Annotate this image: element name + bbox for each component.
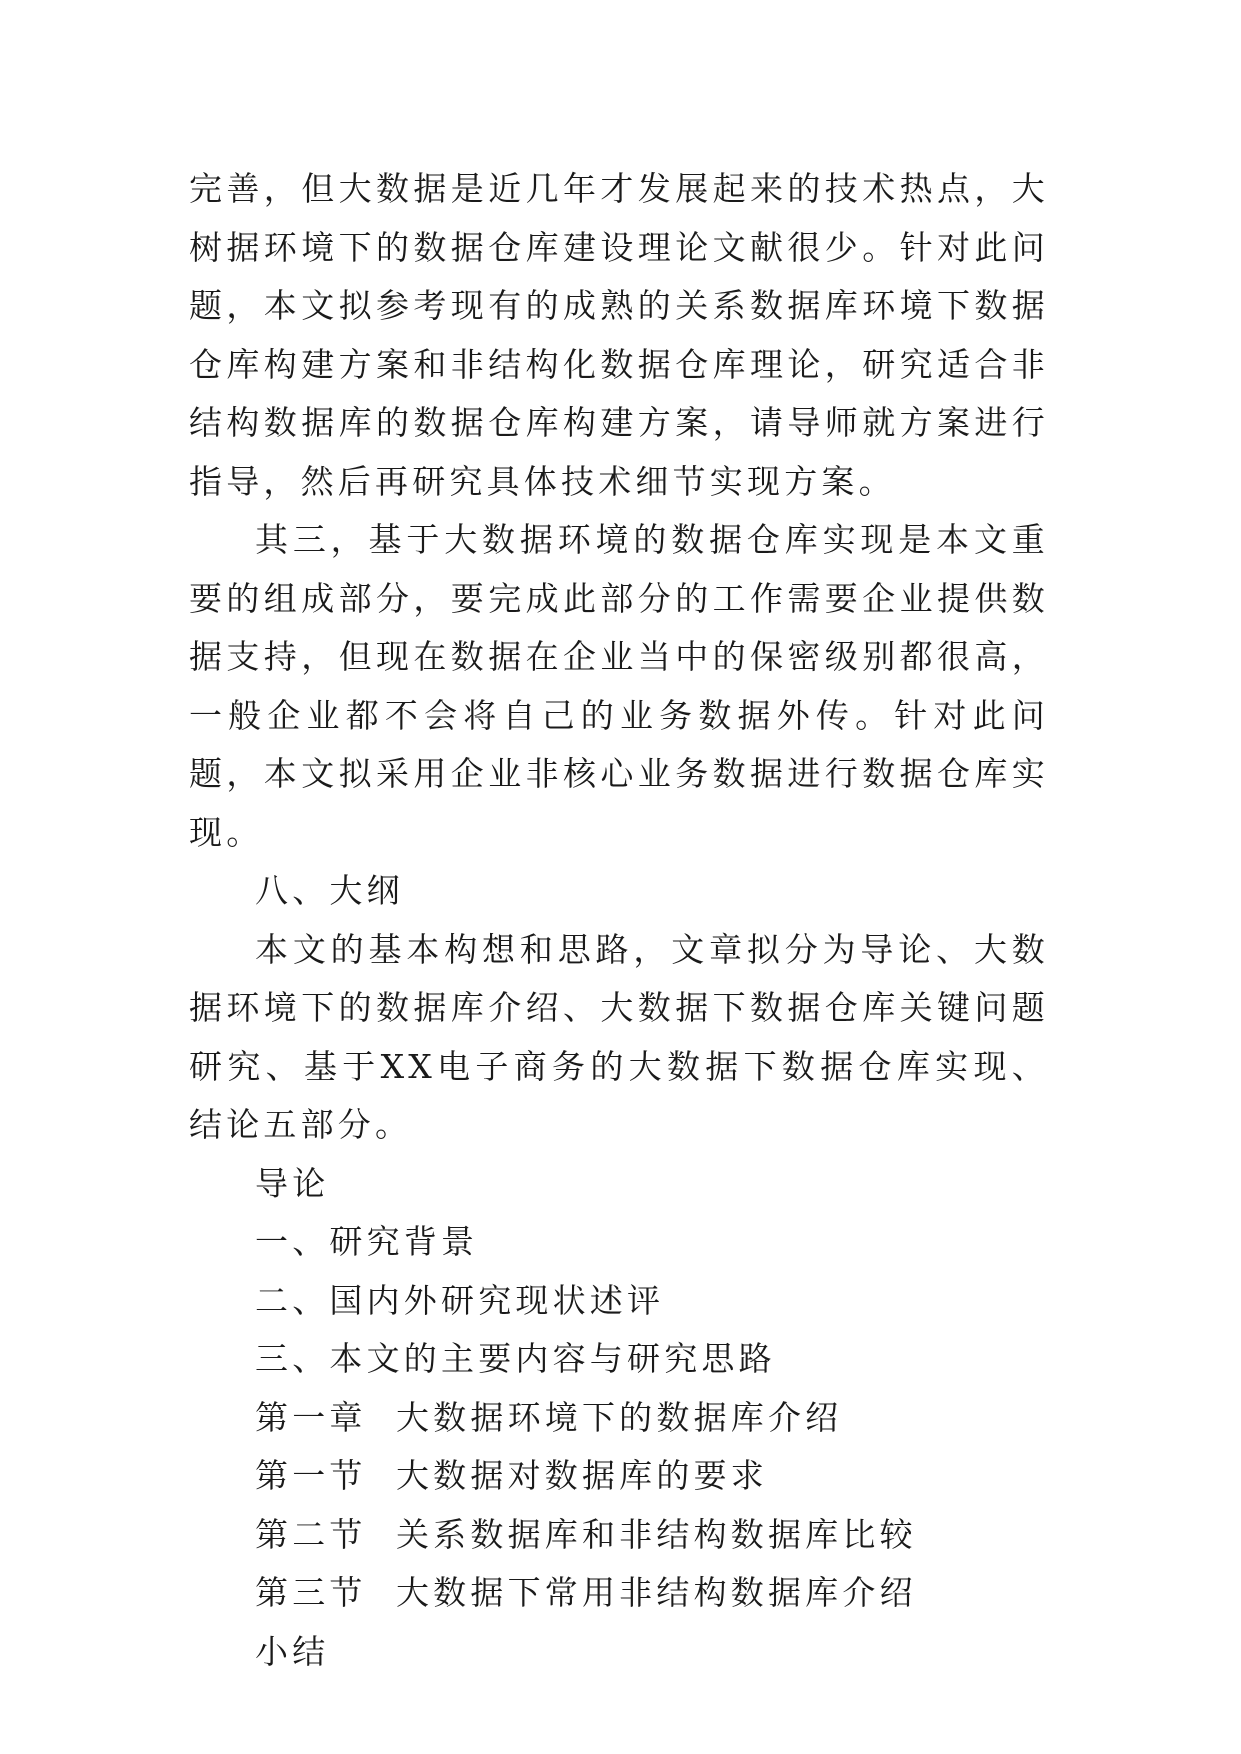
document-body [189,160,1049,1681]
outline-item: 导论 [255,1163,330,1203]
paragraph-continuation: 完善，但大数据是近几年才发展起来的技术热点，大树据环境下的数据仓库建设理论文献很少。针对此问题，本文拟参考现有的成熟的关系数据库环境下数据仓库构建方案和非结构化数据仓库理论，研究适合非结构数据库的数据仓库构建方案，请导师就方案进行指导，然后再研究具体技术细节实现方案。 [189,169,1049,501]
outline-item: 小结 [255,1631,330,1671]
paragraph-third-point: 其三，基于大数据环境的数据仓库实现是本文重要的组成部分，要完成此部分的工作需要企业提供数据支持，但现在数据在企业当中的保密级别都很高，一般企业都不会将自己的业务数据外传。针对此问题，本文拟采用企业非核心业务数据进行数据仓库实现。 [189,520,1049,852]
outline-item: 第三节 大数据下常用非结构数据库介绍 [255,1573,917,1612]
outline-item: 三、本文的主要内容与研究思路 [255,1339,776,1378]
paragraph-outline-intro: 本文的基本构想和思路，文章拟分为导论、大数据环境下的数据库介绍、大数据下数据仓库关键问题研究、基于XX电子商务的大数据下数据仓库实现、结论五部分。 [189,929,1049,1144]
section-heading-outline: 八、大纲 [255,871,404,910]
outline-item: 二、国内外研究现状述评 [255,1280,665,1320]
outline-item: 第二节 关系数据库和非结构数据库比较 [255,1514,917,1554]
outline-item: 一、研究背景 [255,1222,479,1261]
outline-item: 第一章 大数据环境下的数据库介绍 [255,1397,843,1437]
outline-item: 第一节 大数据对数据库的要求 [255,1456,768,1495]
